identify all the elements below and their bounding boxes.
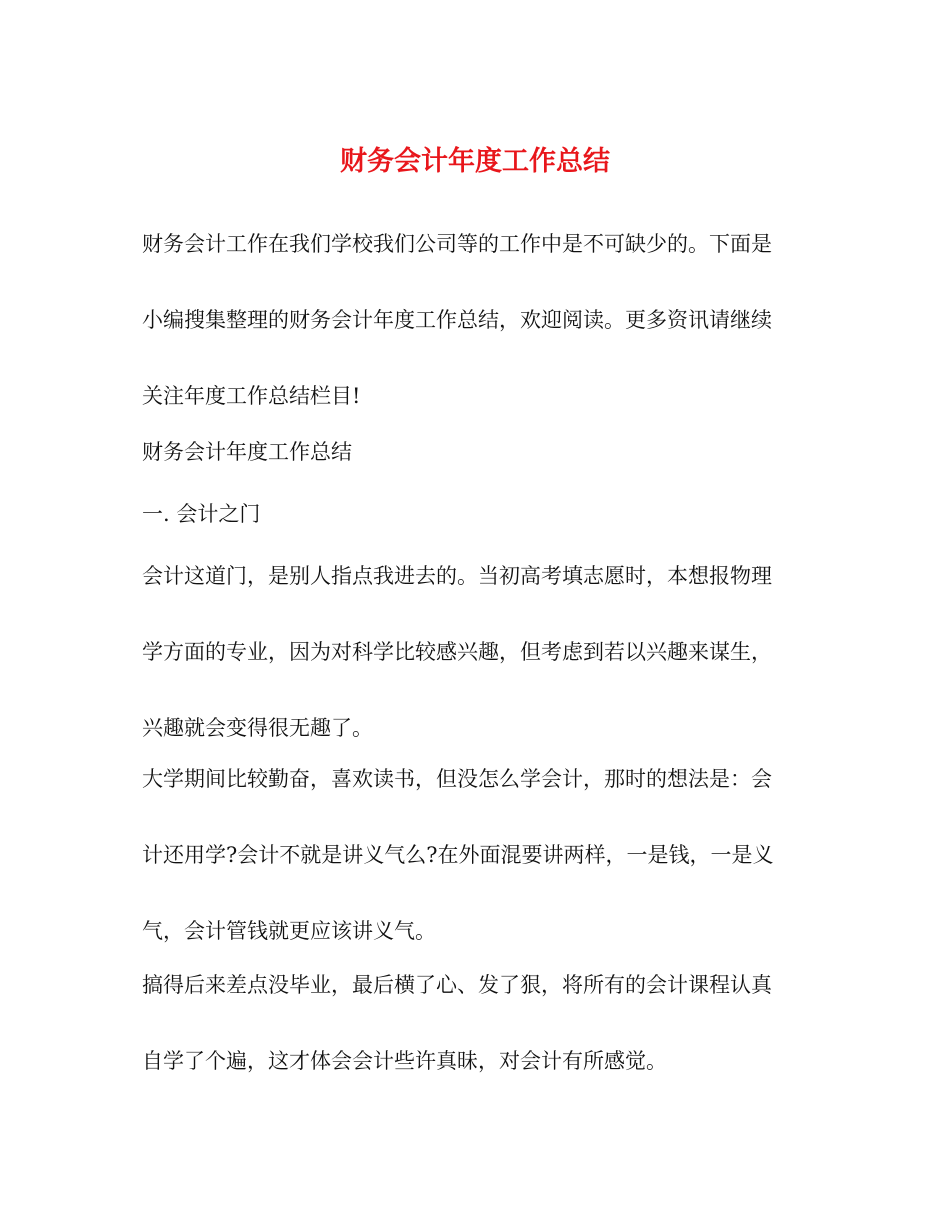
paragraph-line: 兴趣就会变得很无趣了。 [142, 716, 373, 740]
paragraph-line: 气，会计管钱就更应该讲义气。 [142, 919, 436, 943]
paragraph-line: 学方面的专业，因为对科学比较感兴趣，但考虑到若以兴趣来谋生， [142, 640, 772, 664]
intro-line: 财务会计工作在我们学校我们公司等的工作中是不可缺少的。下面是 [142, 232, 772, 256]
paragraph-1 [142, 561, 802, 789]
paragraph-line: 计还用学?会计不就是讲义气么?在外面混要讲两样，一是钱，一是义 [142, 843, 774, 867]
paragraph-line: 搞得后来差点没毕业，最后横了心、发了狠，将所有的会计课程认真 [142, 973, 772, 997]
intro-line: 小编搜集整理的财务会计年度工作总结，欢迎阅读。更多资讯请继续 [142, 308, 772, 332]
paragraph-line: 自学了个遍，这才体会会计些许真昧，对会计有所感觉。 [142, 1049, 667, 1073]
paragraph-line: 会计这道门，是别人指点我进去的。当初高考填志愿时，本想报物理 [142, 564, 772, 588]
section-heading: 一. 会计之门 [142, 502, 261, 526]
document-subtitle: 财务会计年度工作总结 [142, 440, 352, 464]
paragraph-line: 大学期间比较勤奋，喜欢读书，但没怎么学会计，那时的想法是：会 [142, 767, 772, 791]
intro-line: 关注年度工作总结栏目! [142, 384, 361, 408]
document-title: 财务会计年度工作总结 [340, 146, 610, 177]
paragraph-2 [142, 764, 802, 992]
intro-paragraph [142, 229, 802, 457]
paragraph-3 [142, 970, 802, 1122]
